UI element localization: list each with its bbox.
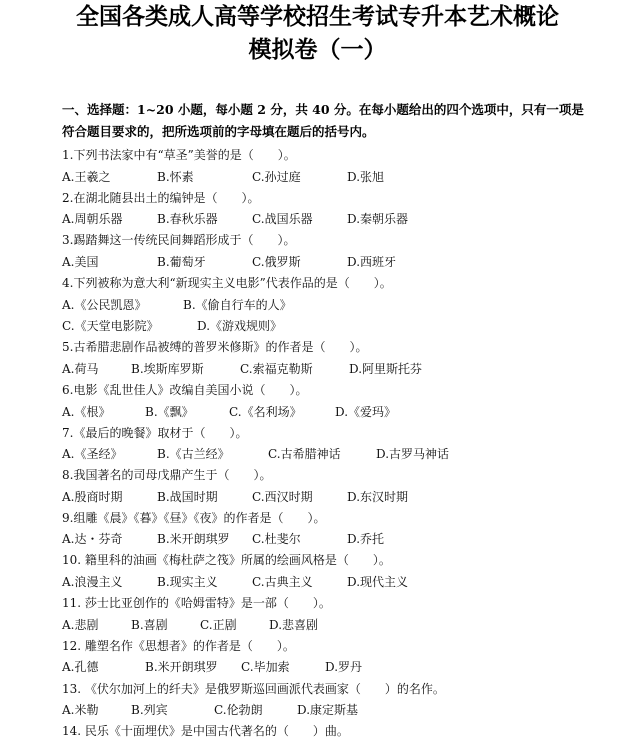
question-2-option-b: B.春秋乐器	[157, 212, 218, 226]
question-2-option-a: A.周朝乐器	[62, 212, 123, 226]
question-10-option-d: D.现代主义	[347, 575, 409, 589]
question-12-stem: 12. 雕塑名作《思想者》的作者是（ ）。	[62, 639, 295, 653]
question-4-stem: 4.下列被称为意大利“新现实主义电影”代表作品的是（ ）。	[62, 276, 392, 290]
question-6-stem: 6.电影《乱世佳人》改编自美国小说（ ）。	[62, 383, 308, 397]
question-3-option-c: C.俄罗斯	[252, 255, 301, 269]
question-11-stem: 11. 莎士比亚创作的《哈姆雷特》是一部（ ）。	[62, 596, 331, 610]
question-7-option-a: A.《圣经》	[62, 447, 123, 461]
question-12-option-c: C.毕加索	[241, 660, 290, 674]
question-6-option-d: D.《爱玛》	[335, 405, 397, 419]
question-3-option-d: D.西班牙	[347, 255, 397, 269]
question-5-stem: 5.古希腊悲剧作品被缚的普罗米修斯》的作者是（ ）。	[62, 340, 368, 354]
question-7-option-d: D.古罗马神话	[376, 447, 450, 461]
question-13-option-b: B.列宾	[131, 703, 168, 717]
question-8-option-d: D.东汉时期	[347, 490, 409, 504]
question-6-option-b: B.《飘》	[145, 405, 194, 419]
question-1-option-b: B.怀素	[157, 170, 194, 184]
question-13-option-c: C.伦勃朗	[214, 703, 263, 717]
question-3-option-b: B.葡萄牙	[157, 255, 206, 269]
question-3-stem: 3.踢踏舞这一传统民间舞蹈形成于（ ）。	[62, 233, 296, 247]
question-13-stem: 13. 《伏尔加河上的纤夫》是俄罗斯巡回画派代表画家（ ）的名作。	[62, 682, 445, 696]
question-2-stem: 2.在湖北随县出土的编钟是（ ）。	[62, 191, 260, 205]
question-10-option-c: C.古典主义	[252, 575, 313, 589]
question-9-option-a: A.达・芬奇	[62, 532, 123, 546]
question-11-option-d: D.悲喜剧	[269, 618, 319, 632]
exam-title-line2: 模拟卷（一）	[248, 37, 387, 63]
question-10-option-b: B.现实主义	[157, 575, 218, 589]
question-7-option-c: C.古希腊神话	[268, 447, 341, 461]
question-12-option-a: A.孔德	[62, 660, 99, 674]
question-7-option-b: B.《古兰经》	[157, 447, 230, 461]
question-9-stem: 9.组雕《晨》《暮》《昼》《夜》的作者是（ ）。	[62, 511, 326, 525]
exam-title-line1: 全国各类成人高等学校招生考试专升本艺术概论	[76, 4, 559, 30]
question-2-option-c: C.战国乐器	[252, 212, 313, 226]
question-12-option-d: D.罗丹	[325, 660, 363, 674]
question-1-stem: 1.下列书法家中有“草圣”美誉的是（ ）。	[62, 148, 296, 162]
question-4-option-c: C.《天堂电影院》	[62, 319, 159, 333]
question-6-option-a: A.《根》	[62, 405, 111, 419]
question-13-option-a: A.米勒	[62, 703, 99, 717]
question-3-option-a: A.美国	[62, 255, 99, 269]
question-4-option-b: B.《偷自行车的人》	[183, 298, 292, 312]
question-14-stem: 14. 民乐《十面埋伏》是中国古代著名的（ ）曲。	[62, 724, 349, 738]
question-9-option-b: B.米开朗琪罗	[157, 532, 230, 546]
question-11-option-c: C.正剧	[200, 618, 237, 632]
question-5-option-c: C.索福克勒斯	[240, 362, 313, 376]
question-2-option-d: D.秦朝乐器	[347, 212, 409, 226]
question-8-option-c: C.西汉时期	[252, 490, 313, 504]
question-12-option-b: B.米开朗琪罗	[145, 660, 218, 674]
question-1-option-c: C.孙过庭	[252, 170, 301, 184]
question-13-option-d: D.康定斯基	[297, 703, 359, 717]
question-8-stem: 8.我国著名的司母戊鼎产生于（ ）。	[62, 468, 272, 482]
question-1-option-d: D.张旭	[347, 170, 385, 184]
question-1-option-a: A.王羲之	[62, 170, 111, 184]
question-9-option-d: D.乔托	[347, 532, 385, 546]
question-6-option-c: C.《名利场》	[229, 405, 302, 419]
question-9-option-c: C.杜斐尔	[252, 532, 301, 546]
question-7-stem: 7.《最后的晚餐》取材于（ ）。	[62, 426, 248, 440]
question-10-option-a: A.浪漫主义	[62, 575, 123, 589]
question-5-option-d: D.阿里斯托芬	[349, 362, 423, 376]
section-instruction-line2: 符合题目要求的，把所选项前的字母填在题后的括号内。	[62, 124, 375, 139]
question-11-option-b: B.喜剧	[131, 618, 168, 632]
question-5-option-a: A.荷马	[62, 362, 99, 376]
question-10-stem: 10. 籍里科的油画《梅杜萨之筏》所属的绘画风格是（ ）。	[62, 553, 391, 567]
question-5-option-b: B.埃斯库罗斯	[131, 362, 204, 376]
question-8-option-a: A.殷商时期	[62, 490, 123, 504]
question-11-option-a: A.悲剧	[62, 618, 99, 632]
section-instruction-line1: 一、选择题：1~20 小题，每小题 2 分，共 40 分。在每小题给出的四个选项中，只有一项是	[62, 102, 584, 117]
question-4-option-a: A.《公民凯恩》	[62, 298, 147, 312]
question-4-option-d: D.《游戏规则》	[197, 319, 283, 333]
question-8-option-b: B.战国时期	[157, 490, 218, 504]
